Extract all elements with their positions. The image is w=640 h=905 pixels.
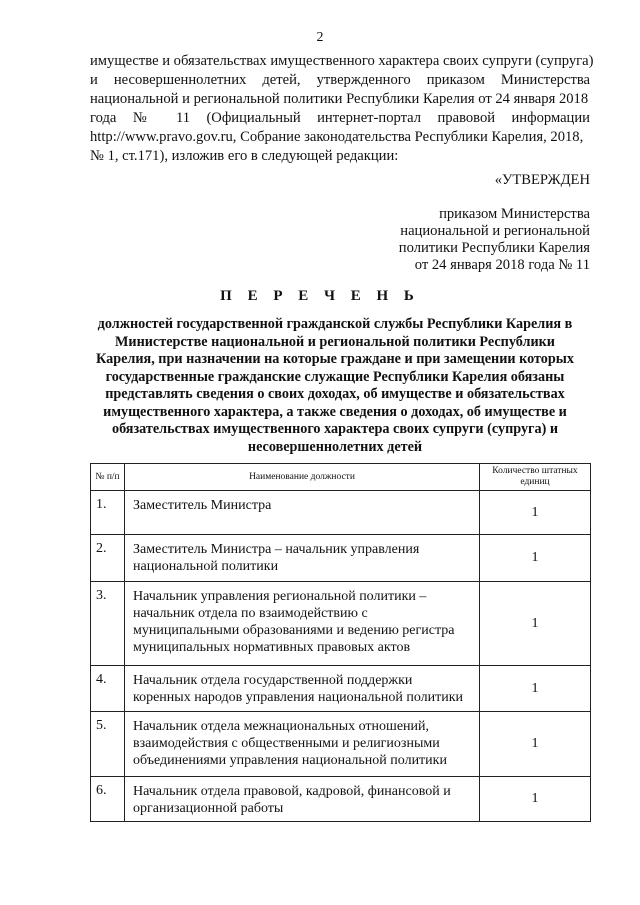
intro-line: http://www.pravo.gov.ru, Собрание законодательства Республики Карелия, 2018, xyxy=(90,129,584,145)
table-row xyxy=(91,491,591,535)
header-name: Наименование должности xyxy=(125,464,480,491)
header-num: № п/п xyxy=(91,464,125,491)
approval-line: национальной и региональной xyxy=(400,223,590,239)
table-row xyxy=(91,777,591,822)
approval-line: от 24 января 2018 года № 11 xyxy=(414,257,590,273)
row-qty: 1 xyxy=(480,491,591,535)
table-row xyxy=(91,712,591,777)
intro-line: и несовершеннолетних детей, утвержденного приказом Министерства xyxy=(90,72,590,88)
table-row xyxy=(91,535,591,582)
row-name-line: Начальник отдела межнациональных отношений, xyxy=(133,719,430,734)
row-name-line: начальник отдела по взаимодействию с xyxy=(133,606,368,621)
row-name-line: коренных народов управления национальной политики xyxy=(133,690,464,705)
subtitle-line: обязательствах имущественного характера своих супруги (супруга) и xyxy=(111,421,559,437)
approval-block xyxy=(290,206,590,274)
row-name xyxy=(125,666,480,712)
subtitle-line: несовершеннолетних детей xyxy=(247,438,423,455)
row-num: 3. xyxy=(91,582,125,666)
row-num: 5. xyxy=(91,712,125,777)
row-qty: 1 xyxy=(480,777,591,822)
intro-line: № 1, ст.171), изложив его в следующей редакции: xyxy=(90,148,399,164)
subtitle-line: представлять сведения о своих доходах, об имуществе и обязательствах xyxy=(105,386,565,402)
row-num: 1. xyxy=(91,491,125,535)
row-name-line: муниципальных нормативных правовых актов xyxy=(133,640,411,655)
subtitle-line: Карелия, при назначении на которые граждане и при замещении которых xyxy=(96,351,574,367)
row-name-line: Начальник отдела правовой, кадровой, финансовой и xyxy=(133,784,451,799)
intro-paragraph xyxy=(90,52,594,166)
row-num: 6. xyxy=(91,777,125,822)
row-qty: 1 xyxy=(480,666,591,712)
subtitle-line: имущественного характера, а также сведения о доходах, об имуществе и xyxy=(103,403,567,420)
row-name xyxy=(125,491,480,535)
table-header-row xyxy=(91,464,591,491)
approval-line: политики Республики Карелия xyxy=(398,240,590,256)
page-number: 2 xyxy=(316,30,324,45)
table-row xyxy=(91,666,591,712)
row-name xyxy=(125,712,480,777)
row-name-line: организационной работы xyxy=(133,801,284,816)
row-name xyxy=(125,582,480,666)
approval-mark: «УТВЕРЖДЕН xyxy=(494,172,590,188)
subtitle-line: государственные гражданские служащие Республики Карелия обязаны xyxy=(105,368,565,385)
row-qty: 1 xyxy=(480,712,591,777)
row-name-line: национальной политики xyxy=(133,559,279,574)
row-name xyxy=(125,535,480,582)
subtitle-line: Министерстве национальной и региональной политики Республики xyxy=(115,333,555,350)
document-title: П Е Р Е Ч Е Н Ь xyxy=(220,288,420,304)
positions-table xyxy=(90,463,591,822)
subtitle-line: должностей государственной гражданской службы Республики Карелия в xyxy=(97,316,573,332)
row-name-line: Заместитель Министра xyxy=(133,498,272,513)
row-name-line: взаимодействия с общественными и религиозными xyxy=(133,736,440,751)
intro-line: национальной и региональной политики Республики Карелия от 24 января 2018 xyxy=(90,91,589,107)
row-name-line: объединениями управления национальной политики xyxy=(133,753,447,768)
row-qty: 1 xyxy=(480,582,591,666)
row-name xyxy=(125,777,480,822)
row-name-line: Начальник управления региональной политики – xyxy=(133,589,427,604)
intro-line: имуществе и обязательствах имущественного характера своих супруги (супруга) xyxy=(90,53,594,69)
table-row xyxy=(91,582,591,666)
intro-line: года № 11 (Официальный интернет-портал правовой информации xyxy=(90,110,590,126)
row-name-line: Заместитель Министра – начальник управления xyxy=(133,542,420,557)
row-num: 4. xyxy=(91,666,125,712)
header-qty: Количество штатных единиц xyxy=(480,464,591,491)
document-subtitle xyxy=(80,316,590,456)
row-qty: 1 xyxy=(480,535,591,582)
row-name-line: Начальник отдела государственной поддержки xyxy=(133,673,413,688)
row-num: 2. xyxy=(91,535,125,582)
row-name-line: муниципальными образованиями и ведению регистра xyxy=(133,623,455,638)
approval-line: приказом Министерства xyxy=(439,206,590,222)
